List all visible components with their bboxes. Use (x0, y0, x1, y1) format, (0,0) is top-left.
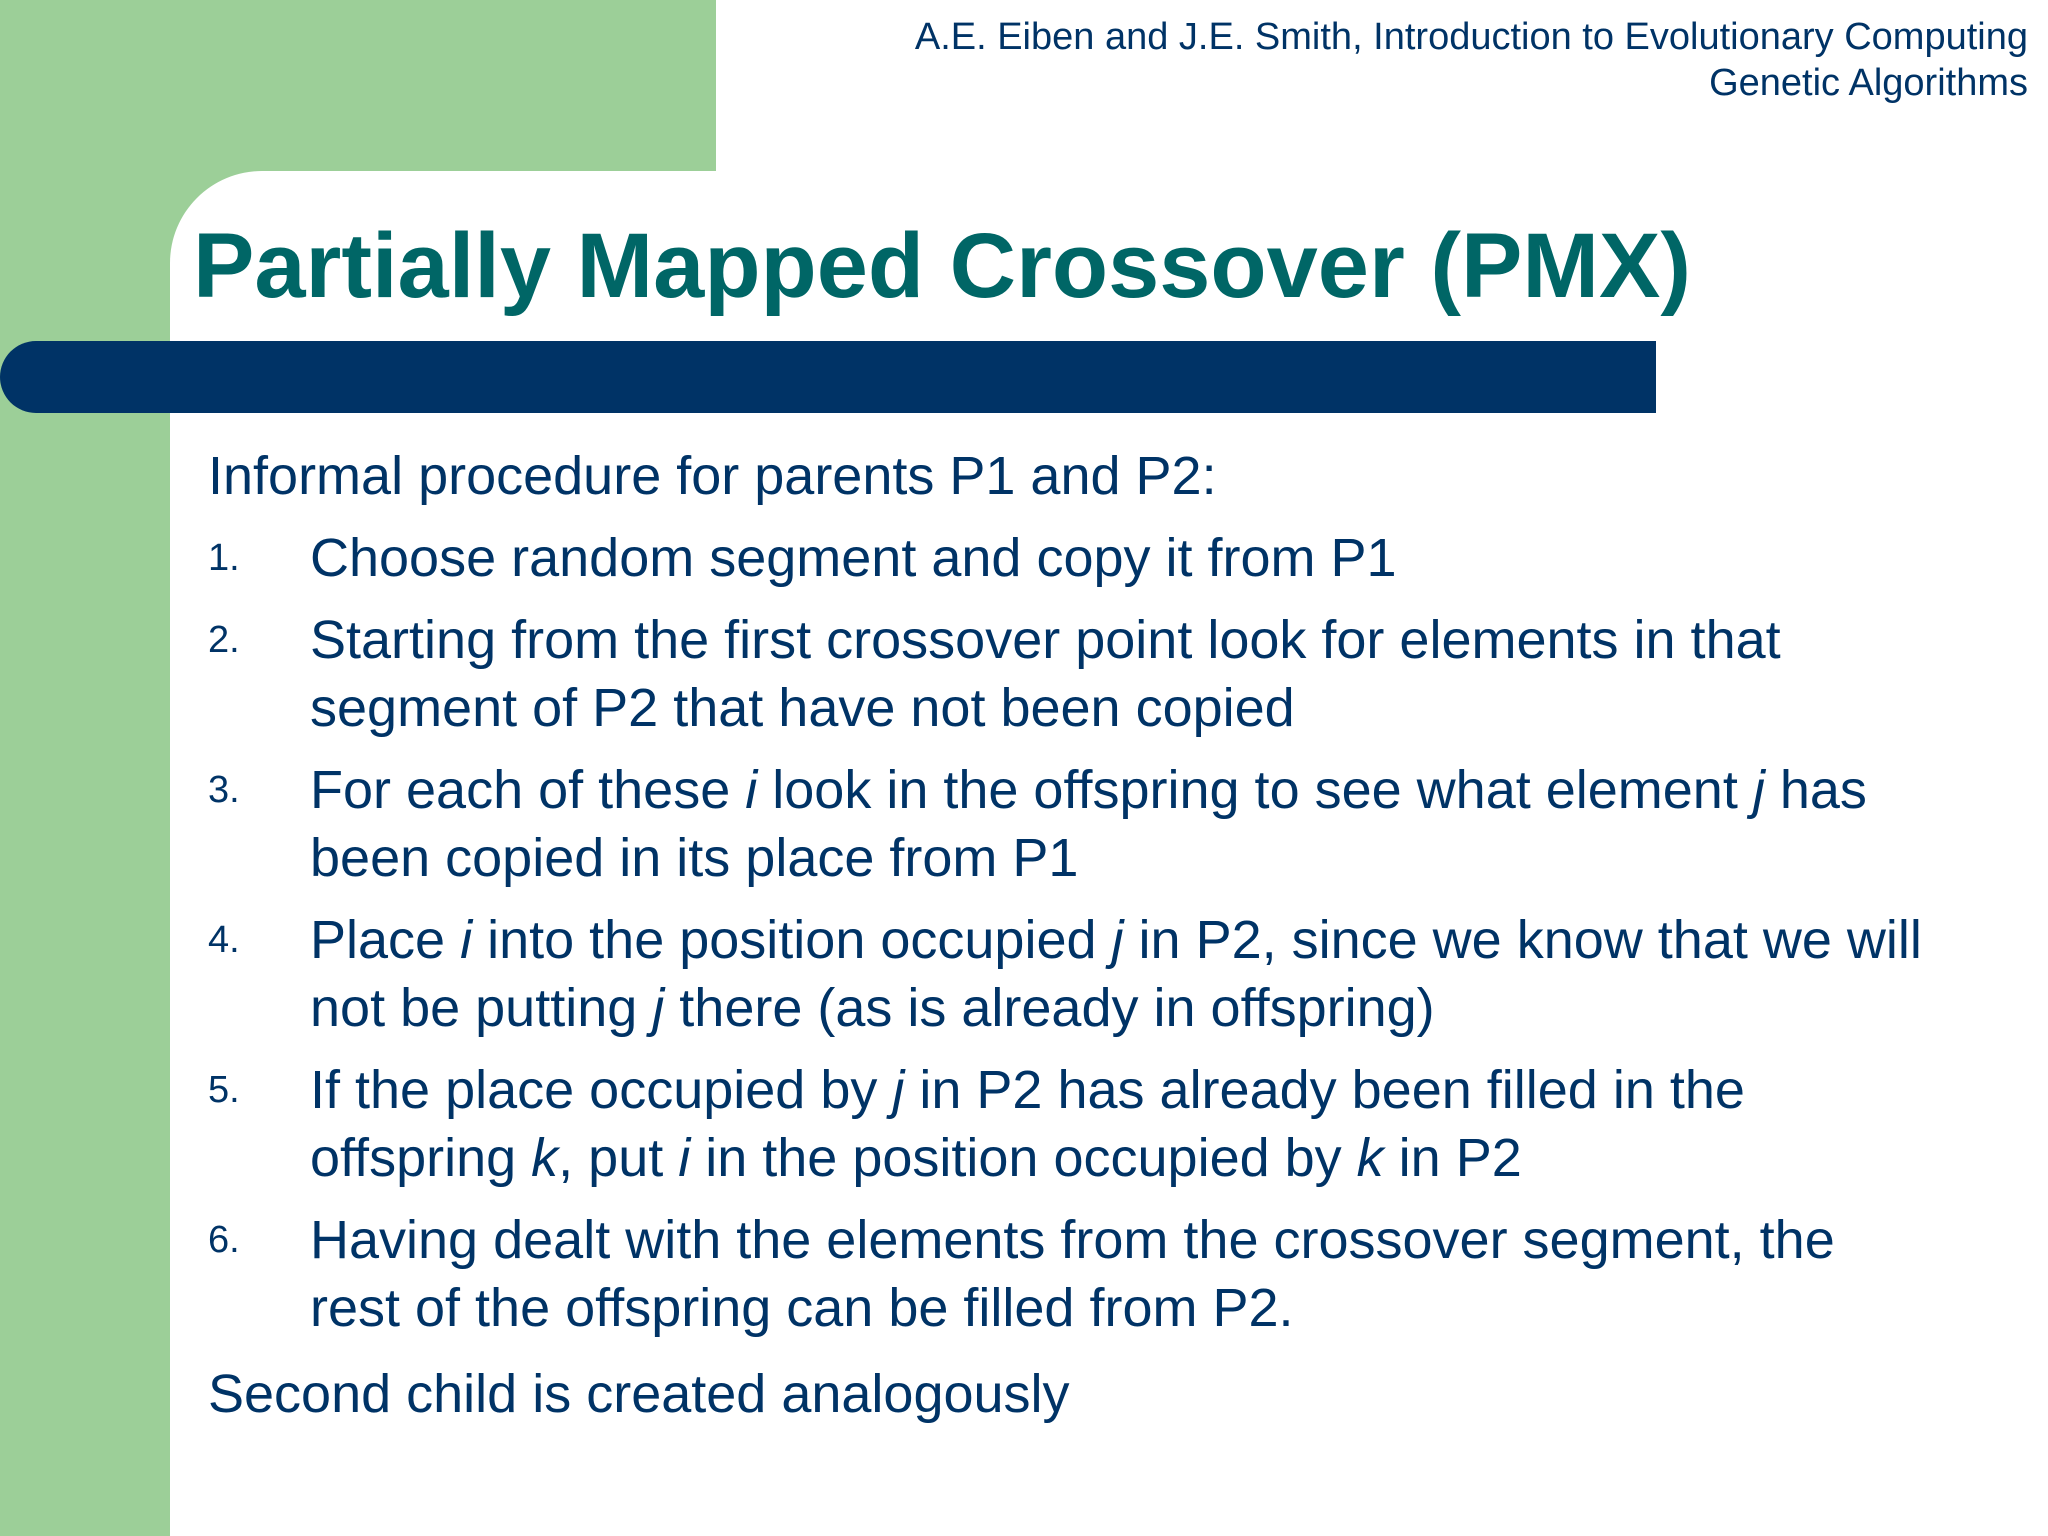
step-line-1: For each of these i look in the offspring to see what element j has (310, 760, 1867, 820)
outro-text: Second child is created analogously (208, 1364, 1070, 1424)
header-source: A.E. Eiben and J.E. Smith, Introduction to Evolutionary Computing (914, 16, 2028, 58)
intro-text: Informal procedure for parents P1 and P2: (208, 446, 1217, 506)
header-topic: Genetic Algorithms (1709, 62, 2028, 104)
step-number: 6. (208, 1219, 240, 1261)
step-number: 4. (208, 919, 240, 961)
step-line-1: Place i into the position occupied j in P2, since we know that we will (310, 910, 1922, 970)
step-text (310, 1206, 1835, 1342)
step-number: 3. (208, 769, 240, 811)
step-text (310, 524, 1397, 592)
title-underline-bar (0, 341, 1656, 413)
step-number: 1. (208, 537, 240, 579)
step-line-1: Choose random segment and copy it from P1 (310, 528, 1397, 588)
step-text (310, 756, 1867, 892)
step-line-2: segment of P2 that have not been copied (310, 678, 1295, 738)
step-line-1: Having dealt with the elements from the crossover segment, the (310, 1210, 1835, 1270)
step-line-2: not be putting j there (as is already in offspring) (310, 978, 1435, 1038)
step-line-1: If the place occupied by j in P2 has already been filled in the (310, 1060, 1745, 1120)
step-text (310, 606, 1781, 742)
slide-title: Partially Mapped Crossover (PMX) (193, 215, 1691, 317)
step-number: 2. (208, 619, 240, 661)
step-line-1: Starting from the first crossover point look for elements in that (310, 610, 1781, 670)
step-line-2: been copied in its place from P1 (310, 828, 1079, 888)
step-text (310, 906, 1922, 1042)
step-text (310, 1056, 1745, 1192)
step-line-2: offspring k, put i in the position occupied by k in P2 (310, 1128, 1522, 1188)
step-line-2: rest of the offspring can be filled from P2. (310, 1278, 1294, 1338)
step-number: 5. (208, 1069, 240, 1111)
